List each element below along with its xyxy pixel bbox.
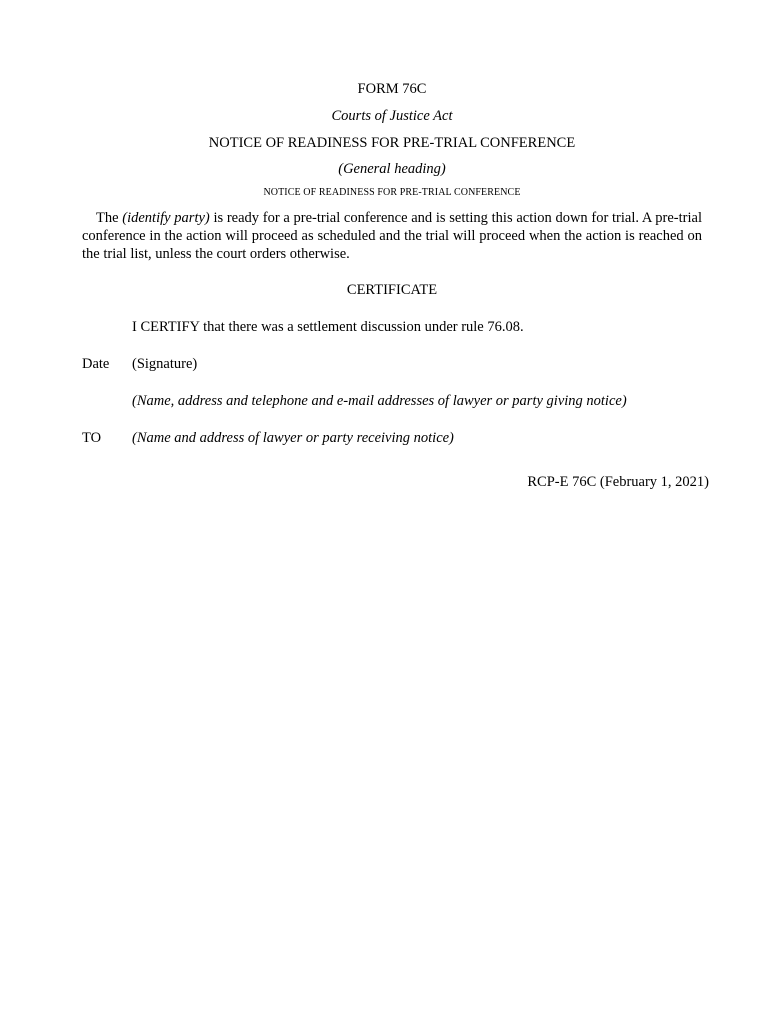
notice-paragraph [82, 209, 702, 263]
signature-placeholder: (Signature) [132, 356, 198, 372]
certify-statement: I CERTIFY that there was a settlement discussion under rule 76.08. [132, 319, 524, 335]
to-label: TO [82, 430, 102, 446]
paragraph-prefix: The [96, 210, 123, 226]
act-name: Courts of Justice Act [331, 108, 453, 124]
small-form-title: NOTICE OF READINESS FOR PRE-TRIAL CONFERENCE [263, 187, 521, 198]
form-number: FORM 76C [357, 81, 427, 97]
certificate-heading: CERTIFICATE [346, 282, 438, 298]
identify-party-placeholder: (identify party) [122, 210, 210, 226]
giving-notice-placeholder: (Name, address and telephone and e-mail addresses of lawyer or party giving notice) [132, 393, 627, 409]
paragraph-text: is ready for a pre-trial conference and is setting this action down for trial. A pre-trial conference in the action will proceed as scheduled and the trial will proceed when the action is reached on the trial list, unless the court orders otherwise. [82, 210, 702, 262]
receiving-notice-placeholder: (Name and address of lawyer or party receiving notice) [132, 430, 454, 446]
date-label: Date [82, 356, 110, 372]
form-title: NOTICE OF READINESS FOR PRE-TRIAL CONFERENCE [208, 135, 576, 151]
to-row [82, 430, 454, 447]
date-signature-row [82, 356, 197, 373]
general-heading: (General heading) [338, 161, 446, 177]
form-reference: RCP-E 76C (February 1, 2021) [527, 474, 709, 490]
